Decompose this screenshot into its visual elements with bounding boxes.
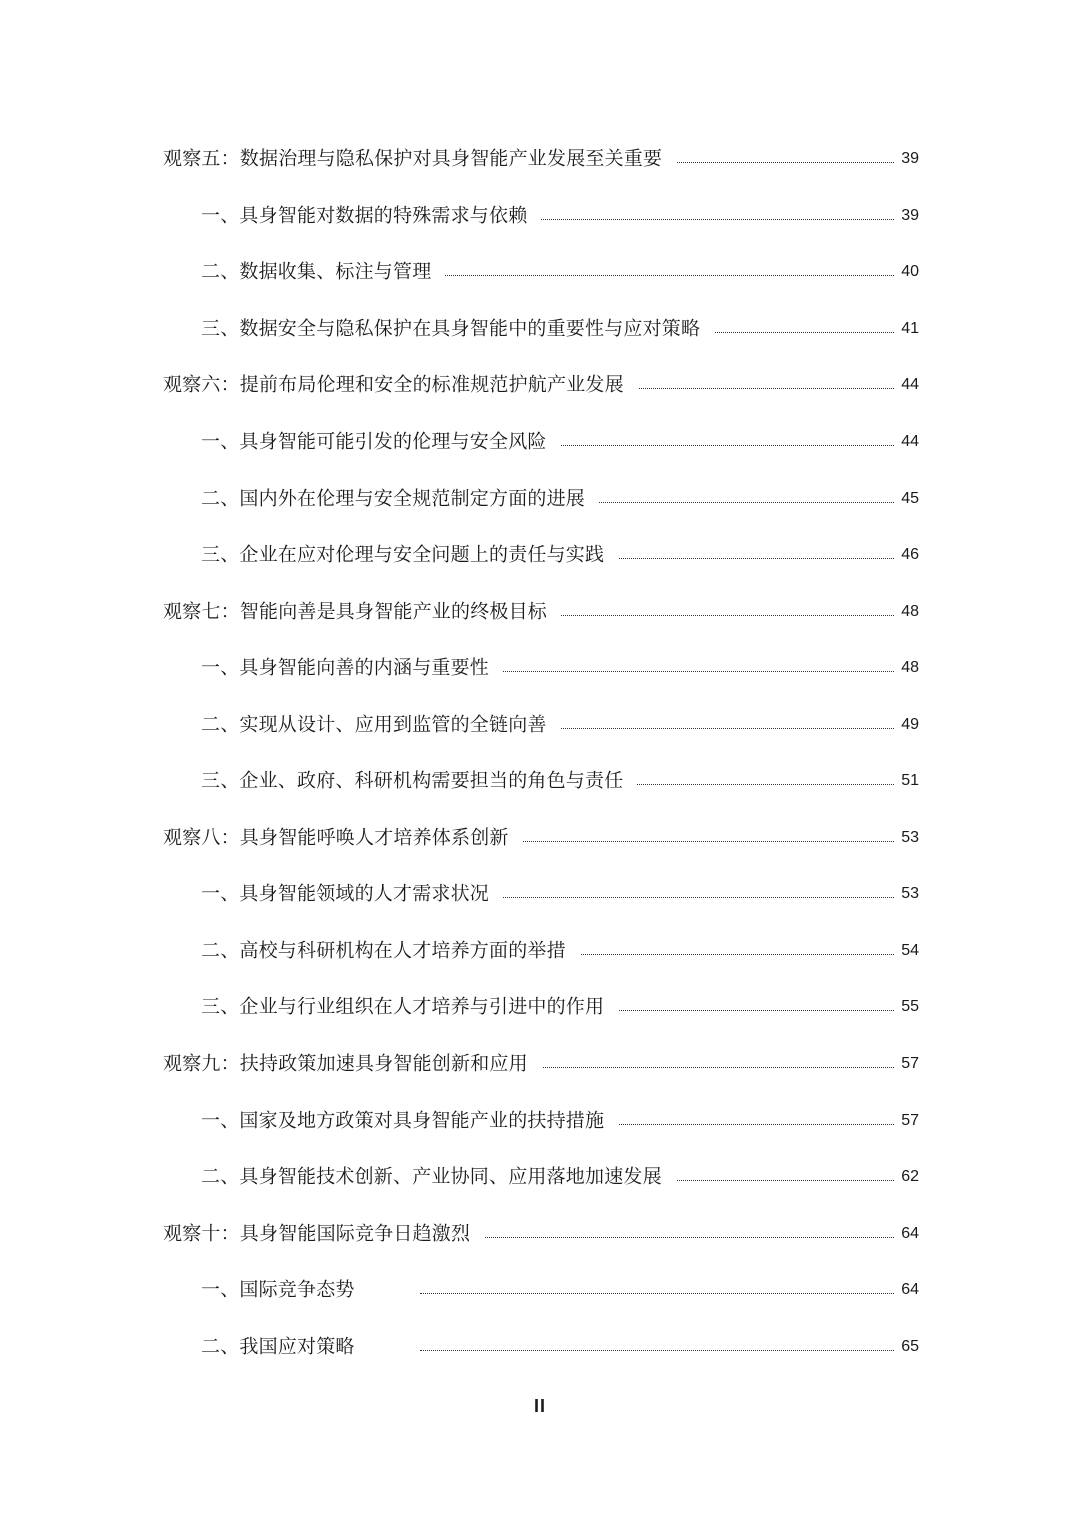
toc-entry-title: 观察九：扶持政策加速具身智能创新和应用 [163, 1055, 542, 1074]
toc-entry-title: 二、国内外在伦理与安全规范制定方面的进展 [201, 489, 599, 508]
toc-chapter-entry[interactable] [0, 583, 1080, 640]
toc-entry-title: 二、我国应对策略 [201, 1337, 369, 1356]
toc-entry-title: 三、企业、政府、科研机构需要担当的角色与责任 [201, 772, 637, 791]
toc-entry-page-number: 48 [895, 604, 919, 620]
toc-section-entry[interactable] [0, 244, 1080, 301]
toc-entry-title: 一、具身智能向善的内涵与重要性 [201, 659, 503, 678]
toc-dot-leader [420, 275, 894, 276]
toc-entry-title: 二、高校与科研机构在人才培养方面的举措 [201, 941, 580, 960]
toc-entry-page-number: 45 [895, 491, 919, 507]
toc-entry-page-number: 41 [895, 321, 919, 337]
toc-entry-page-number: 57 [895, 1113, 919, 1129]
toc-section-entry[interactable] [0, 188, 1080, 245]
toc-chapter-entry[interactable] [0, 357, 1080, 414]
toc-section-entry[interactable] [0, 301, 1080, 358]
toc-entry-title: 一、具身智能对数据的特殊需求与依赖 [201, 206, 541, 225]
toc-section-entry[interactable] [0, 1092, 1080, 1149]
toc-dot-leader [420, 1293, 894, 1294]
toc-entry-page-number: 40 [895, 264, 919, 280]
toc-section-entry[interactable] [0, 414, 1080, 471]
toc-entry-title: 观察五：数据治理与隐私保护对具身智能产业发展至关重要 [163, 150, 676, 169]
toc-entry-page-number: 39 [895, 151, 919, 167]
toc-entry-page-number: 44 [895, 377, 919, 393]
toc-entry-page-number: 54 [895, 943, 919, 959]
toc-entry-title: 观察七：智能向善是具身智能产业的终极目标 [163, 602, 561, 621]
toc-entry-page-number: 57 [895, 1056, 919, 1072]
toc-section-entry[interactable] [0, 527, 1080, 584]
toc-entry-page-number: 55 [895, 999, 919, 1015]
toc-section-entry[interactable] [0, 1318, 1080, 1375]
toc-entry-page-number: 64 [895, 1226, 919, 1242]
toc-section-entry[interactable] [0, 640, 1080, 697]
toc-dot-leader [420, 1350, 894, 1351]
toc-section-entry[interactable] [0, 1149, 1080, 1206]
toc-section-entry[interactable] [0, 1262, 1080, 1319]
toc-entry-page-number: 39 [895, 208, 919, 224]
toc-entry-page-number: 46 [895, 547, 919, 563]
toc-entry-title: 二、具身智能技术创新、产业协同、应用落地加速发展 [201, 1168, 676, 1187]
toc-entry-title: 二、实现从设计、应用到监管的全链向善 [201, 715, 561, 734]
table-of-contents [0, 131, 1080, 1375]
toc-entry-page-number: 44 [895, 434, 919, 450]
toc-entry-page-number: 48 [895, 660, 919, 676]
toc-section-entry[interactable] [0, 470, 1080, 527]
toc-entry-page-number: 53 [895, 830, 919, 846]
toc-entry-title: 一、具身智能可能引发的伦理与安全风险 [201, 433, 561, 452]
toc-chapter-entry[interactable] [0, 810, 1080, 867]
toc-entry-title: 三、企业与行业组织在人才培养与引进中的作用 [201, 998, 618, 1017]
toc-entry-title: 三、数据安全与隐私保护在具身智能中的重要性与应对策略 [201, 319, 714, 338]
page-number: II [533, 1396, 546, 1416]
toc-entry-page-number: 62 [895, 1169, 919, 1185]
toc-entry-page-number: 64 [895, 1282, 919, 1298]
toc-chapter-entry[interactable] [0, 131, 1080, 188]
toc-entry-title: 一、国际竞争态势 [201, 1281, 369, 1300]
toc-section-entry[interactable] [0, 696, 1080, 753]
toc-entry-title: 一、国家及地方政策对具身智能产业的扶持措施 [201, 1111, 618, 1130]
toc-entry-title: 观察六：提前布局伦理和安全的标准规范护航产业发展 [163, 376, 638, 395]
toc-chapter-entry[interactable] [0, 1036, 1080, 1093]
toc-entry-page-number: 53 [895, 886, 919, 902]
toc-section-entry[interactable] [0, 753, 1080, 810]
toc-section-entry[interactable] [0, 979, 1080, 1036]
toc-section-entry[interactable] [0, 923, 1080, 980]
toc-entry-page-number: 65 [895, 1339, 919, 1355]
toc-dot-leader [420, 1237, 894, 1238]
toc-section-entry[interactable] [0, 866, 1080, 923]
toc-entry-title: 观察十：具身智能国际竞争日趋激烈 [163, 1224, 484, 1243]
toc-chapter-entry[interactable] [0, 1205, 1080, 1262]
toc-entry-title: 三、企业在应对伦理与安全问题上的责任与实践 [201, 546, 618, 565]
toc-entry-page-number: 49 [895, 717, 919, 733]
toc-entry-title: 一、具身智能领域的人才需求状况 [201, 885, 503, 904]
toc-entry-title: 二、数据收集、标注与管理 [201, 263, 445, 282]
toc-entry-page-number: 51 [895, 773, 919, 789]
toc-entry-title: 观察八：具身智能呼唤人才培养体系创新 [163, 828, 523, 847]
